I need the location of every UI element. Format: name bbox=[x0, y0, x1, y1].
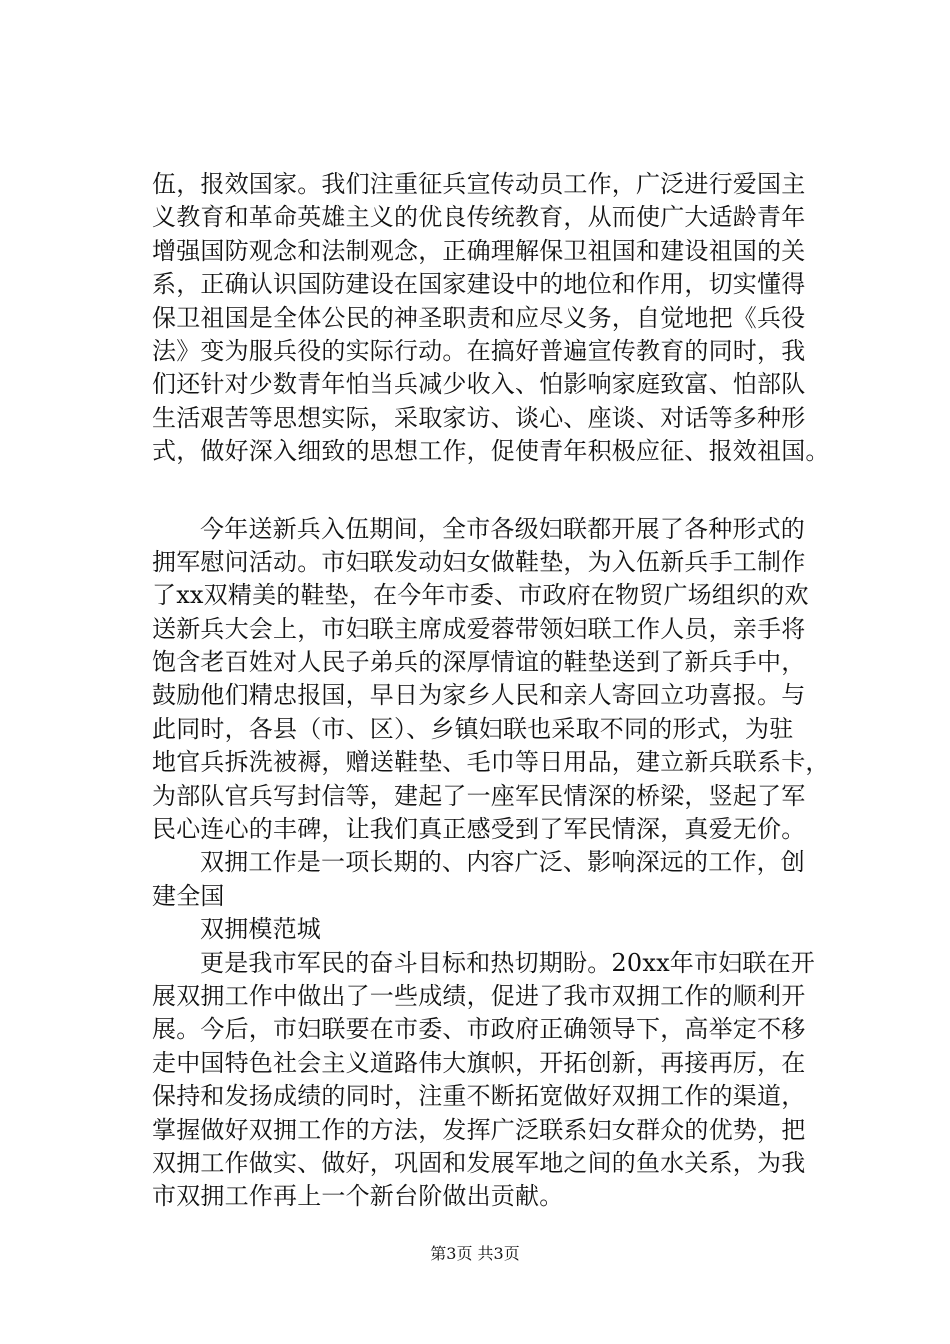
document-body bbox=[152, 168, 852, 1214]
text-line: 双拥工作是一项长期的、内容广泛、影响深远的工作，创 bbox=[200, 848, 805, 877]
text-line: 双拥模范城 bbox=[200, 915, 321, 944]
text-line: 展。今后，市妇联要在市委、市政府正确领导下，高举定不移 bbox=[152, 1015, 806, 1044]
text-line: 双拥工作做实、做好，巩固和发展军地之间的鱼水关系，为我 bbox=[152, 1148, 806, 1177]
text-line: 市双拥工作再上一个新台阶做出贡献。 bbox=[152, 1182, 564, 1211]
text-line: 鼓励他们精忠报国，早日为家乡人民和亲人寄回立功喜报。与 bbox=[152, 681, 806, 710]
paragraph-5 bbox=[152, 947, 852, 1214]
text-line: 式，做好深入细致的思想工作，促使青年积极应征、报效祖国。 bbox=[152, 437, 830, 466]
text-line: 建全国 bbox=[152, 881, 225, 910]
text-line: 义教育和革命英雄主义的优良传统教育，从而使广大适龄青年 bbox=[152, 203, 806, 232]
text-line: 系，正确认识国防建设在国家建设中的地位和作用，切实懂得 bbox=[152, 270, 806, 299]
text-line: 伍，报效国家。我们注重征兵宣传动员工作，广泛进行爱国主 bbox=[152, 170, 806, 198]
text-line: 饱含老百姓对人民子弟兵的深厚情谊的鞋垫送到了新兵手中， bbox=[152, 648, 806, 677]
text-line: 法》变为服兵役的实际行动。在搞好普遍宣传教育的同时，我 bbox=[152, 336, 806, 365]
paragraph-spacer bbox=[152, 469, 852, 513]
text-line: 拥军慰问活动。市妇联发动妇女做鞋垫，为入伍新兵手工制作 bbox=[152, 547, 806, 576]
text-line: 保持和发扬成绩的同时，注重不断拓宽做好双拥工作的渠道， bbox=[152, 1082, 806, 1111]
text-line: 保卫祖国是全体公民的神圣职责和应尽义务，自觉地把《兵役 bbox=[152, 303, 806, 332]
text-line: 为部队官兵写封信等，建起了一座军民情深的桥梁，竖起了军 bbox=[152, 781, 806, 810]
text-line: 掌握做好双拥工作的方法，发挥广泛联系妇女群众的优势，把 bbox=[152, 1115, 806, 1144]
text-line: 走中国特色社会主义道路伟大旗帜，开拓创新，再接再厉，在 bbox=[152, 1048, 806, 1077]
text-line: 们还针对少数青年怕当兵减少收入、怕影响家庭致富、怕部队 bbox=[152, 370, 806, 399]
text-line: 展双拥工作中做出了一些成绩，促进了我市双拥工作的顺利开 bbox=[152, 981, 806, 1010]
paragraph-2 bbox=[152, 513, 852, 847]
text-line: 送新兵大会上，市妇联主席成爱蓉带领妇联工作人员，亲手将 bbox=[152, 614, 806, 643]
paragraph-1 bbox=[152, 168, 852, 469]
text-line: 增强国防观念和法制观念，正确理解保卫祖国和建设祖国的关 bbox=[152, 236, 806, 265]
text-line: 民心连心的丰碑，让我们真正感受到了军民情深，真爱无价。 bbox=[152, 815, 806, 844]
text-line: 生活艰苦等思想实际，采取家访、谈心、座谈、对话等多种形 bbox=[152, 403, 806, 432]
text-line: 更是我市军民的奋斗目标和热切期盼。20xx年市妇联在开 bbox=[200, 948, 816, 977]
paragraph-4 bbox=[152, 913, 852, 946]
text-line: 了xx双精美的鞋垫，在今年市委、市政府在物贸广场组织的欢 bbox=[152, 581, 809, 610]
text-line: 今年送新兵入伍期间，全市各级妇联都开展了各种形式的 bbox=[200, 514, 805, 543]
text-line: 地官兵拆洗被褥，赠送鞋垫、毛巾等日用品，建立新兵联系卡， bbox=[152, 748, 830, 777]
text-line: 此同时，各县（市、区）、乡镇妇联也采取不同的形式，为驻 bbox=[152, 714, 794, 743]
paragraph-3 bbox=[152, 846, 852, 913]
page-number-footer: 第3页 共3页 bbox=[430, 1244, 520, 1263]
